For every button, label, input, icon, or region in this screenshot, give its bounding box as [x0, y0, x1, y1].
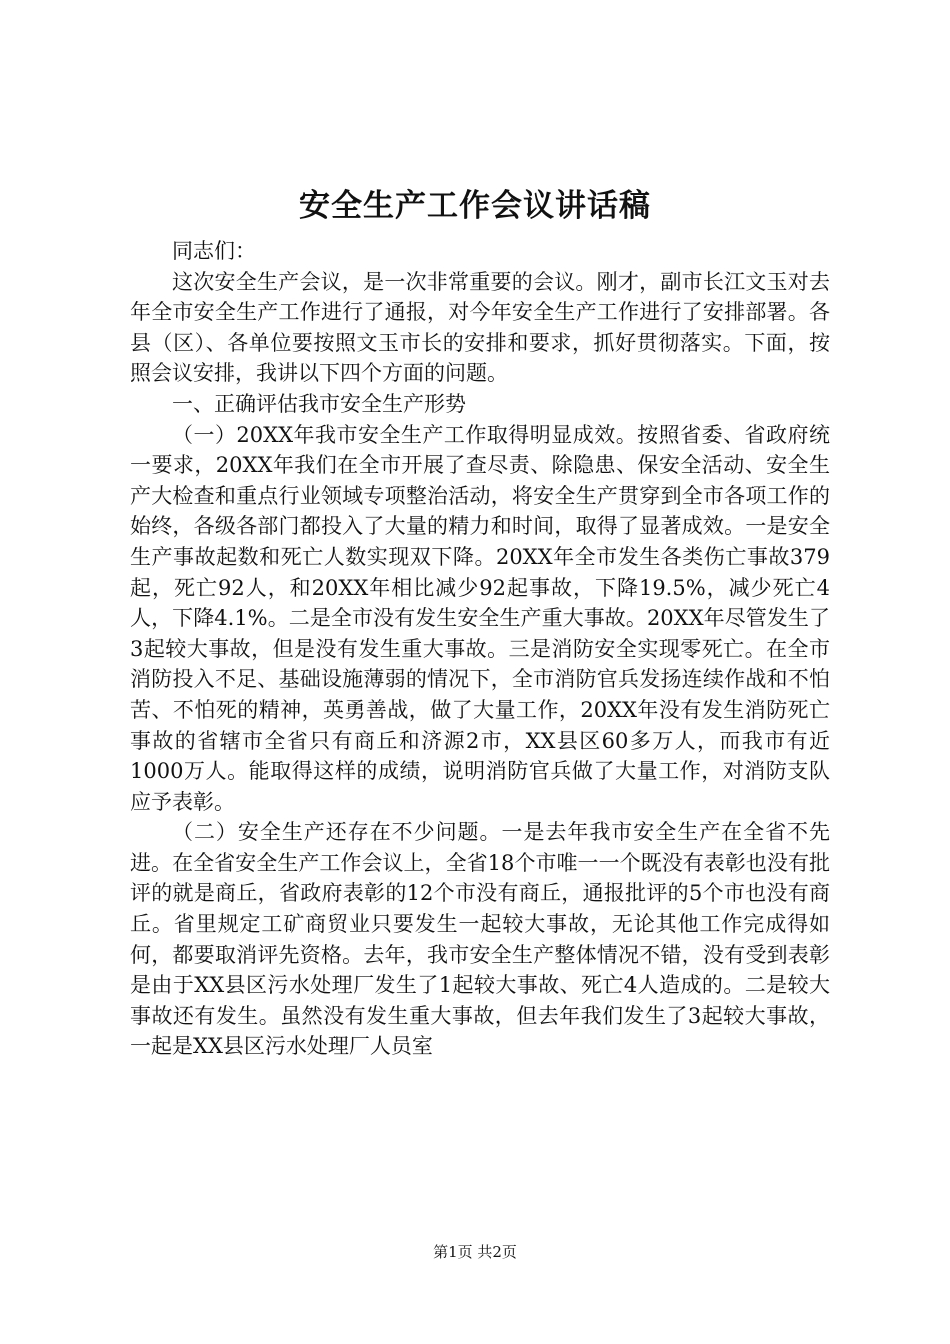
section-heading-1: 一、正确评估我市安全生产形势 — [172, 391, 466, 416]
page-footer: 第1页 共2页 — [433, 1243, 517, 1261]
document-title: 安全生产工作会议讲话稿 — [299, 188, 651, 224]
intro-paragraph: 这次安全生产会议，是一次非常重要的会议。刚才，副市长江文玉对去年全市安全生产工作进行了通报，对今年安全生产工作进行了安排部署。各县（区）、各单位要按照文玉市长的安排和要求，抓好贯彻落实。下面，按照会议安排，我讲以下四个方面的问题。 — [130, 269, 830, 386]
salutation-paragraph: 同志们： — [172, 239, 256, 263]
document-body — [130, 236, 830, 1062]
subsection-paragraph-1: （一）20XX年我市安全生产工作取得明显成效。按照省委、省政府统一要求，20XX年我们在全市开展了查尽责、除隐患、保安全活动、安全生产大检查和重点行业领域专项整治活动，将安全生产贯穿到全市各项工作的始终，各级各部门都投入了大量的精力和时间，取得了显著成效。一是安全生产事故起数和死亡人数实现双下降。20XX年全市发生各类伤亡事故379起，死亡92人，和20XX年相比减少92起事故，下降19.5%，减少死亡4人，下降4.1%。二是全市没有发生安全生产重大事故。20XX年尽管发生了3起较大事故，但是没有发生重大事故。三是消防安全实现零死亡。在全市消防投入不足、基础设施薄弱的情况下，全市消防官兵发扬连续作战和不怕苦、不怕死的精神，英勇善战，做了大量工作，20XX年没有发生消防死亡事故的省辖市全省只有商丘和济源2市，XX县区60多万人，而我市有近1000万人。能取得这样的成绩，说明消防官兵做了大量工作，对消防支队应予表彰。 — [130, 422, 830, 814]
subsection-paragraph-2: （二）安全生产还存在不少问题。一是去年我市安全生产在全省不先进。在全省安全生产工作会议上，全省18个市唯一一个既没有表彰也没有批评的就是商丘，省政府表彰的12个市没有商丘，通报批评的5个市也没有商丘。省里规定工矿商贸业只要发生一起较大事故，无论其他工作完成得如何，都要取消评先资格。去年，我市安全生产整体情况不错，没有受到表彰是由于XX县区污水处理厂发生了1起较大事故、死亡4人造成的。二是较大事故还有发生。虽然没有发生重大事故，但去年我们发生了3起较大事故，一起是XX县区污水处理厂人员室 — [130, 820, 830, 1059]
